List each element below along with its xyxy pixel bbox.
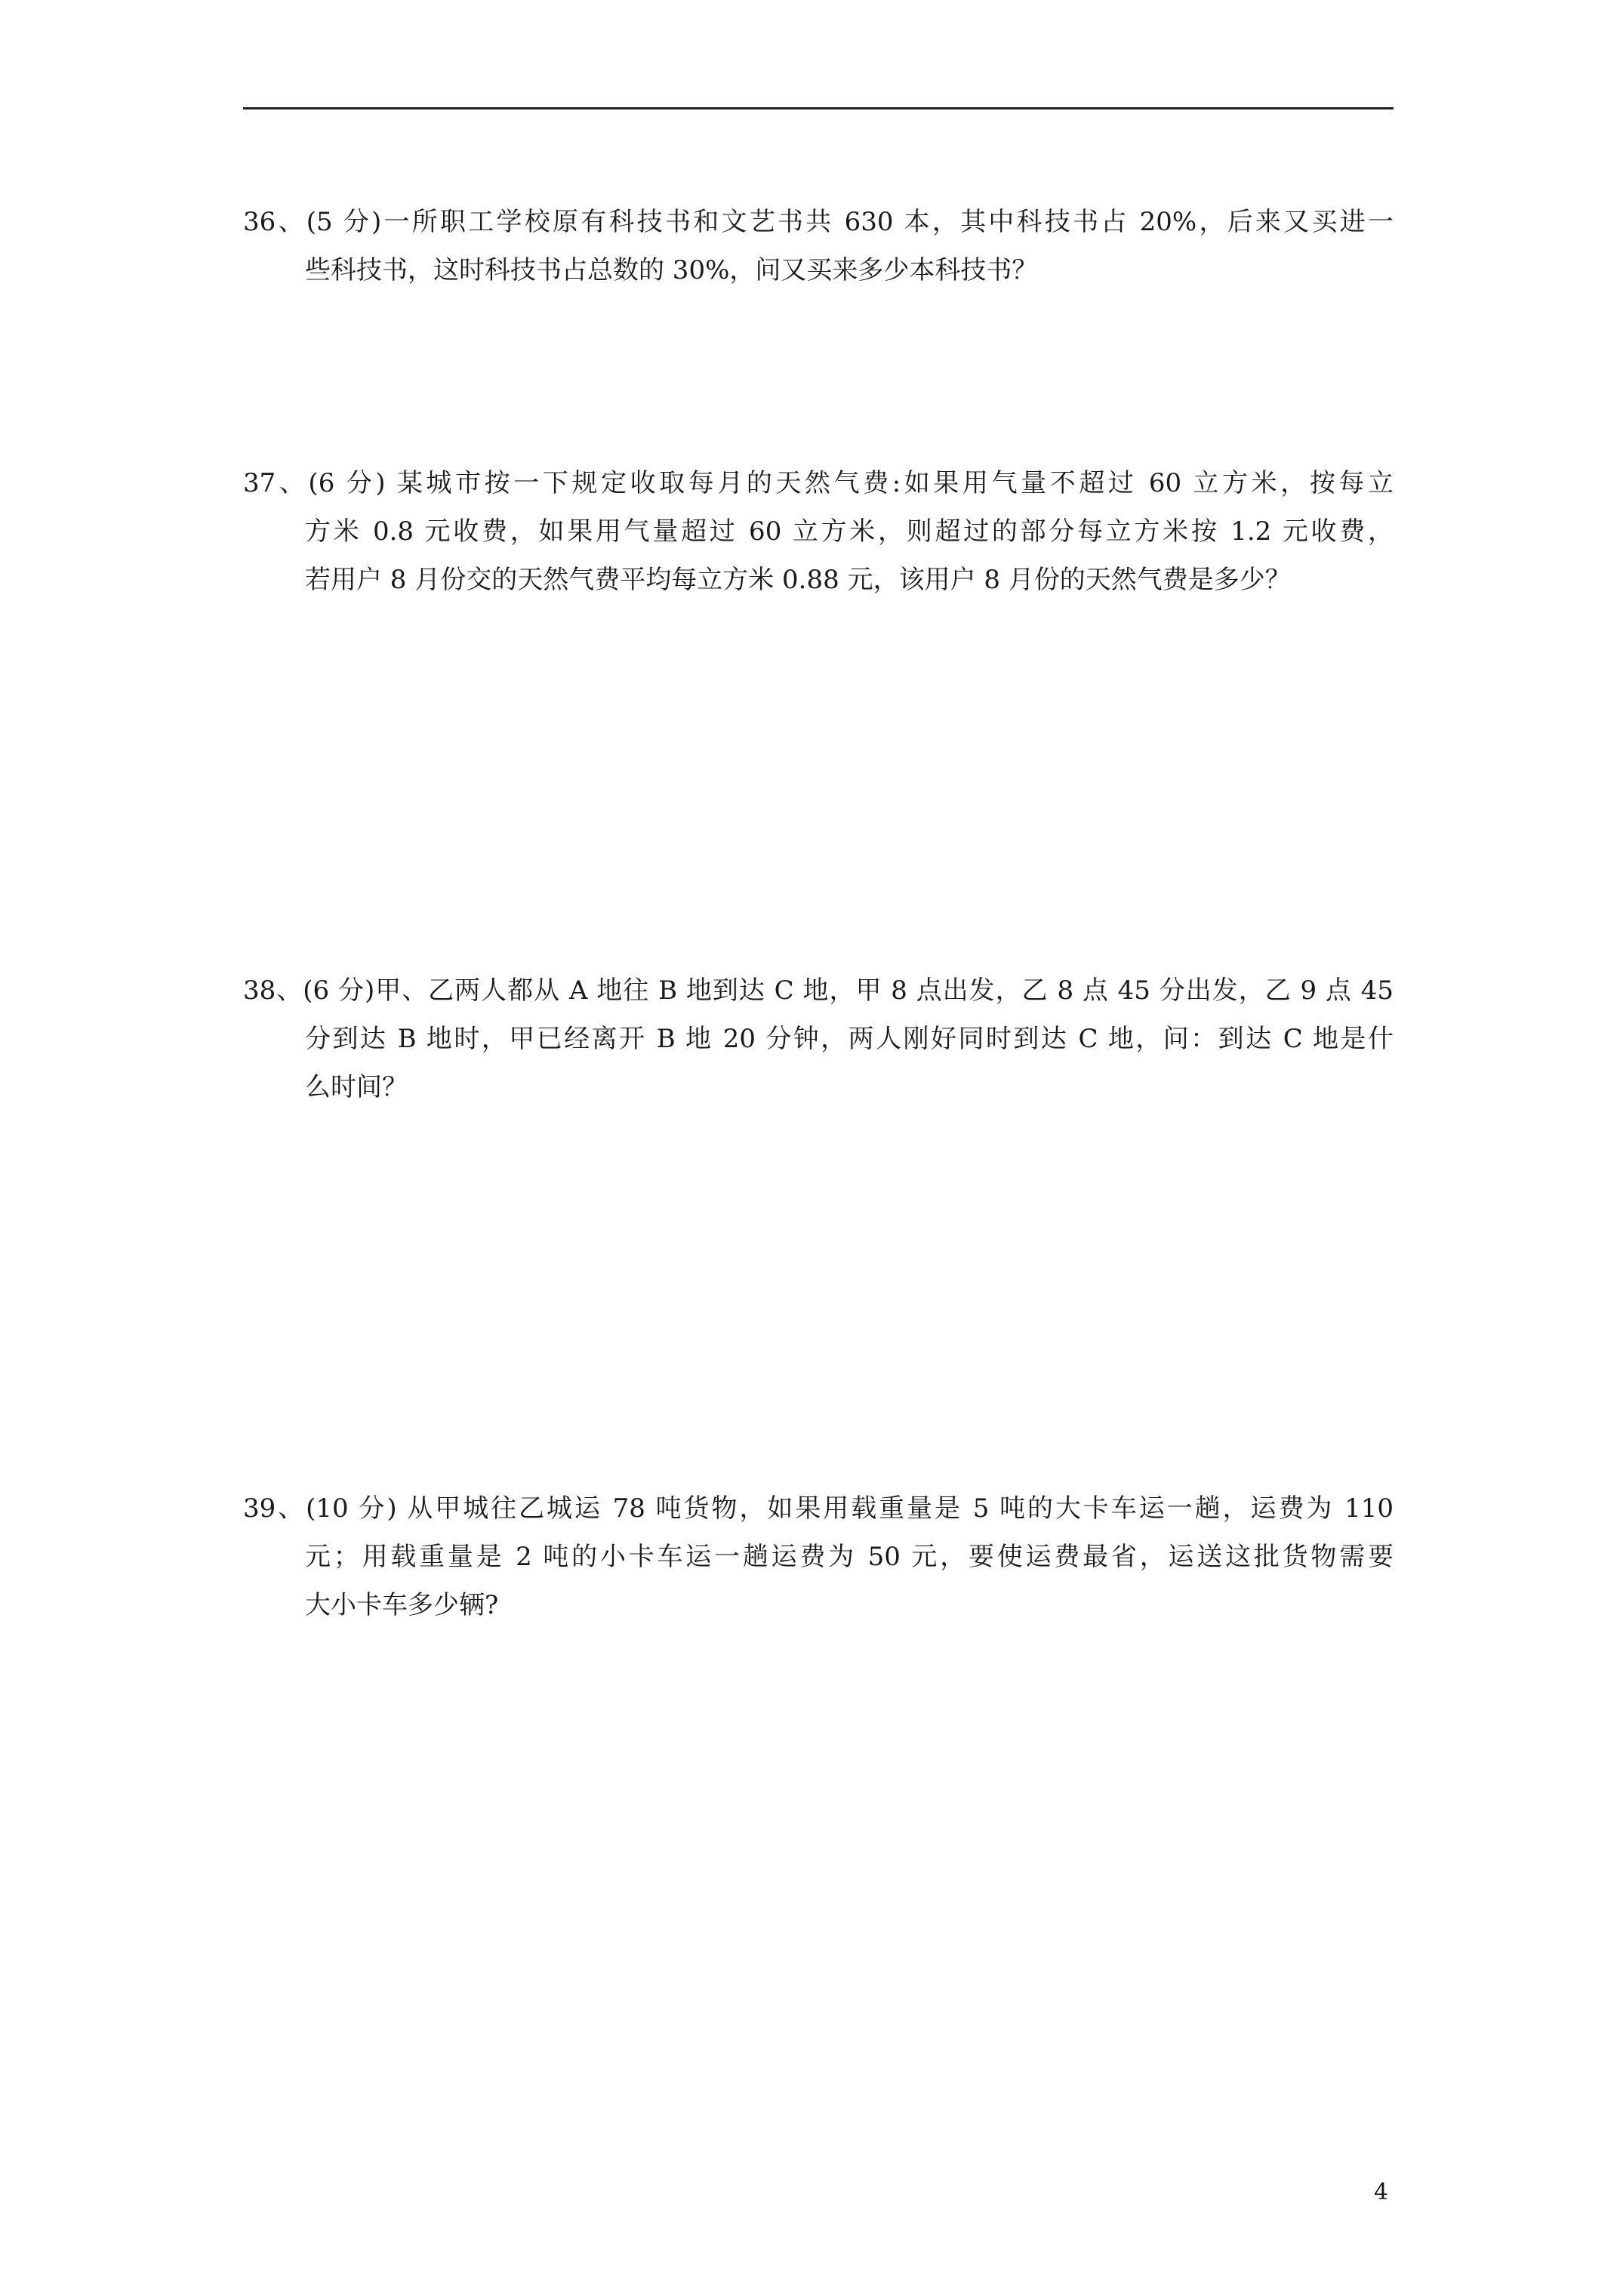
question-38-line-1: 38、(6 分)甲、乙两人都从 A 地往 B 地到达 C 地，甲 8 点出发，乙 8 点 45 分出发，乙 9 点 45 xyxy=(243,975,1394,1006)
question-37 xyxy=(243,459,1394,604)
question-37-line-3: 若用户 8 月份交的天然气费平均每立方米 0.88 元，该用户 8 月份的天然气费是多少？ xyxy=(305,565,1291,595)
question-36-line-2: 些科技书，这时科技书占总数的 30%，问又买来多少本科技书？ xyxy=(305,255,1038,285)
question-38-line-2: 分到达 B 地时，甲已经离开 B 地 20 分钟，两人刚好同时到达 C 地，问：到达 C 地是什 xyxy=(305,1024,1394,1054)
question-36 xyxy=(243,198,1394,294)
question-39-line-2: 元；用载重量是 2 吨的小卡车运一趟运费为 50 元，要使运费最省，运送这批货物需要 xyxy=(305,1542,1394,1572)
question-37-line-2: 方米 0.8 元收费，如果用气量超过 60 立方米，则超过的部分每立方米按 1.2 元收费， xyxy=(305,516,1394,547)
question-39 xyxy=(243,1484,1394,1629)
question-37-line-1: 37、(6 分) 某城市按一下规定收取每月的天然气费:如果用气量不超过 60 立方米，按每立 xyxy=(243,468,1394,498)
page-number: 4 xyxy=(1374,2179,1389,2205)
question-38 xyxy=(243,966,1394,1111)
header-rule xyxy=(243,107,1394,109)
question-36-line-1: 36、(5 分)一所职工学校原有科技书和文艺书共 630 本，其中科技书占 20%，后来又买进一 xyxy=(243,207,1394,237)
question-38-line-3: 么时间？ xyxy=(305,1072,408,1102)
question-39-line-1: 39、(10 分) 从甲城往乙城运 78 吨货物，如果用载重量是 5 吨的大卡车运一趟，运费为 110 xyxy=(243,1493,1394,1524)
question-39-line-3: 大小卡车多少辆? xyxy=(305,1590,499,1620)
